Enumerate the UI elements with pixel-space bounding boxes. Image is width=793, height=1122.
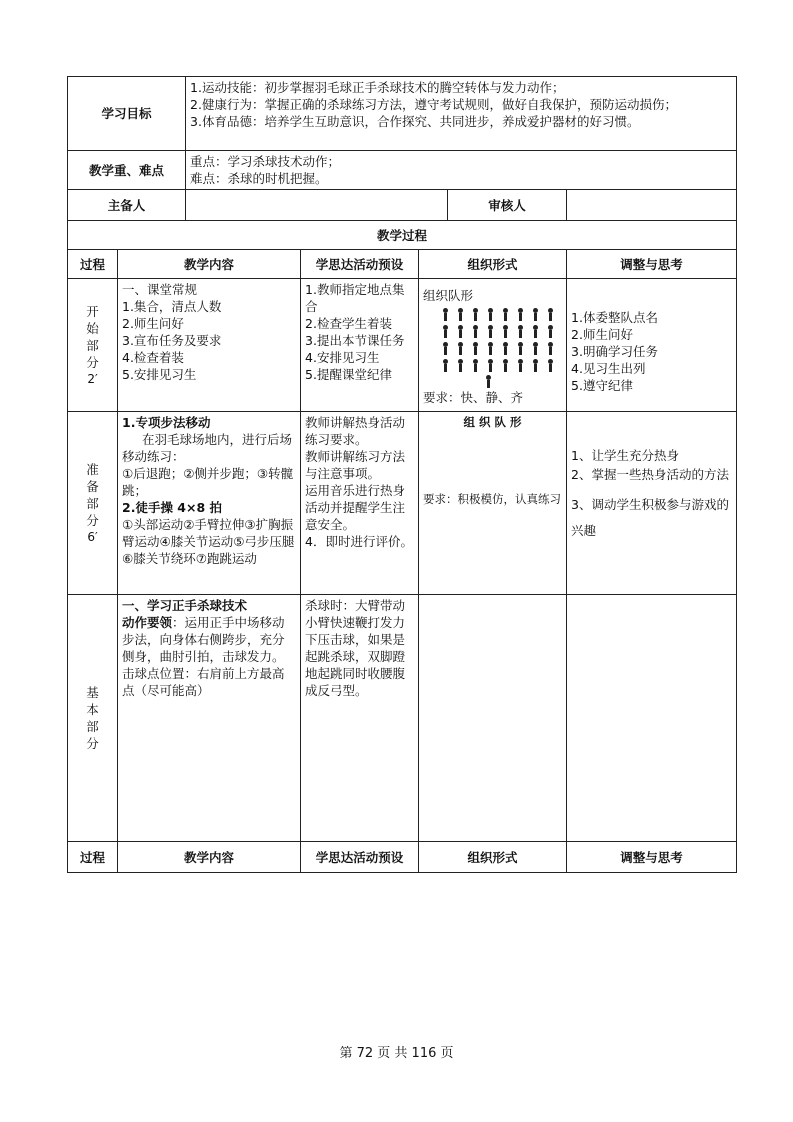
key-points-label: 教学重、难点 bbox=[68, 151, 186, 190]
student-icon bbox=[515, 325, 526, 339]
prep-formation-title: 组 织 队 形 bbox=[463, 415, 522, 429]
key-points-row bbox=[68, 151, 737, 190]
student-icon bbox=[470, 308, 481, 322]
col-reflection: 调整与思考 bbox=[567, 250, 737, 279]
student-icon bbox=[470, 325, 481, 339]
key-point-line: 重点：学习杀球技术动作； bbox=[190, 154, 341, 169]
col-stage-bottom: 过程 bbox=[68, 842, 118, 873]
start-activity: 1.教师指定地点集合 2.检查学生着装 3.提出本节课任务 4.安排见习生 5.提醒课堂纪律 bbox=[301, 279, 419, 412]
preparer-label: 主备人 bbox=[68, 190, 186, 221]
student-icon bbox=[470, 359, 481, 373]
key-point-line: 难点：杀球的时机把握。 bbox=[190, 171, 328, 186]
process-title-row bbox=[68, 221, 737, 250]
student-icon bbox=[500, 325, 511, 339]
staff-row bbox=[68, 190, 737, 221]
objectives-row bbox=[68, 77, 737, 151]
start-time: 2′ bbox=[87, 371, 98, 386]
student-icon bbox=[545, 342, 556, 356]
student-icon bbox=[500, 308, 511, 322]
basic-reflection bbox=[567, 595, 737, 842]
start-stage: 开 始 部 分 2′ bbox=[68, 279, 118, 412]
process-title: 教学过程 bbox=[68, 221, 737, 250]
col-content: 教学内容 bbox=[118, 250, 301, 279]
prep-formation-requirement: 要求：积极模仿，认真练习 bbox=[423, 492, 562, 506]
col-reflection-bottom: 调整与思考 bbox=[567, 842, 737, 873]
student-icon bbox=[530, 342, 541, 356]
formation-title: 组织队形 bbox=[423, 288, 474, 303]
student-icon bbox=[485, 325, 496, 339]
student-icon bbox=[530, 325, 541, 339]
student-icon bbox=[485, 308, 496, 322]
student-icon bbox=[485, 342, 496, 356]
student-icon bbox=[455, 325, 466, 339]
basic-section-row bbox=[68, 595, 737, 842]
student-icon bbox=[485, 359, 496, 373]
key-points-content bbox=[186, 151, 737, 190]
student-icon bbox=[440, 308, 451, 322]
student-icon bbox=[515, 342, 526, 356]
student-icon bbox=[440, 359, 451, 373]
objective-line: 1.运动技能：初步掌握羽毛球正手杀球技术的腾空转体与发力动作； bbox=[190, 80, 565, 95]
student-icon bbox=[455, 308, 466, 322]
student-icon bbox=[545, 325, 556, 339]
preparer-value bbox=[186, 190, 448, 221]
student-icon bbox=[500, 359, 511, 373]
formation-requirement: 要求：快、静、齐 bbox=[423, 390, 524, 405]
formation-diagram bbox=[440, 308, 562, 373]
reviewer-label: 审核人 bbox=[448, 190, 567, 221]
prep-reflection: 1、让学生充分热身 2、掌握一些热身活动的方法 3、调动学生积极参与游戏的兴趣 bbox=[567, 412, 737, 595]
teacher-icon bbox=[483, 375, 494, 389]
prep-time: 6′ bbox=[87, 529, 98, 544]
page-footer: 第 72 页 共 116 页 bbox=[339, 1046, 454, 1061]
student-icon bbox=[545, 359, 556, 373]
basic-activity: 杀球时：大臂带动小臂快速鞭打发力下压击球，如果是起跳杀球，双脚蹬地起跳同时收腰腹成反弓型。 bbox=[301, 595, 419, 842]
start-reflection: 1.体委整队点名 2.师生问好 3.明确学习任务 4.见习生出列 5.遵守纪律 bbox=[567, 279, 737, 412]
prep-content: 1.专项步法移动 在羽毛球场地内，进行后场移动练习： ①后退跑；②侧并步跑；③转髋跳； 2.徒手操 4×8 拍 ①头部运动②手臂拉伸③扩胸振臂运动④膝关节运动⑤弓步压腿⑥膝关节绕环⑦跑跳运动 bbox=[118, 412, 301, 595]
start-section-row bbox=[68, 279, 737, 412]
reviewer-value bbox=[567, 190, 737, 221]
prep-organization bbox=[419, 412, 567, 595]
col-activity-bottom: 学思达活动预设 bbox=[301, 842, 419, 873]
col-activity: 学思达活动预设 bbox=[301, 250, 419, 279]
student-icon bbox=[515, 308, 526, 322]
objectives-content bbox=[186, 77, 737, 151]
objective-line: 3.体育品德：培养学生互助意识，合作探究、共同进步，养成爱护器材的好习惯。 bbox=[190, 114, 640, 129]
student-icon bbox=[515, 359, 526, 373]
objectives-label: 学习目标 bbox=[68, 77, 186, 151]
student-icon bbox=[455, 359, 466, 373]
lesson-plan-table bbox=[67, 76, 737, 873]
prep-section-row bbox=[68, 412, 737, 595]
student-icon bbox=[455, 342, 466, 356]
prep-stage: 准 备 部 分 6′ bbox=[68, 412, 118, 595]
student-icon bbox=[440, 325, 451, 339]
basic-stage: 基 本 部 分 bbox=[68, 595, 118, 842]
col-stage: 过程 bbox=[68, 250, 118, 279]
col-content-bottom: 教学内容 bbox=[118, 842, 301, 873]
start-organization bbox=[419, 279, 567, 412]
student-icon bbox=[440, 342, 451, 356]
basic-content: 一、学习正手杀球技术 动作要领：运用正手中场移动步法，向身体右侧跨步，充分侧身，曲肘引拍，击球发力。击球点位置：右肩前上方最高点（尽可能高） bbox=[118, 595, 301, 842]
col-organization-bottom: 组织形式 bbox=[419, 842, 567, 873]
student-icon bbox=[470, 342, 481, 356]
basic-organization bbox=[419, 595, 567, 842]
student-icon bbox=[545, 308, 556, 322]
student-icon bbox=[530, 359, 541, 373]
column-header-row bbox=[68, 250, 737, 279]
objective-line: 2.健康行为：掌握正确的杀球练习方法，遵守考试规则，做好自我保护，预防运动损伤； bbox=[190, 97, 677, 112]
student-icon bbox=[500, 342, 511, 356]
col-organization: 组织形式 bbox=[419, 250, 567, 279]
student-icon bbox=[530, 308, 541, 322]
start-content: 一、课堂常规 1.集合，清点人数 2.师生问好 3.宣布任务及要求 4.检查着装 5.安排见习生 bbox=[118, 279, 301, 412]
prep-activity: 教师讲解热身活动练习要求。 教师讲解练习方法与注意事项。 运用音乐进行热身活动并提醒学生注意安全。 4．即时进行评价。 bbox=[301, 412, 419, 595]
column-header-row-bottom bbox=[68, 842, 737, 873]
